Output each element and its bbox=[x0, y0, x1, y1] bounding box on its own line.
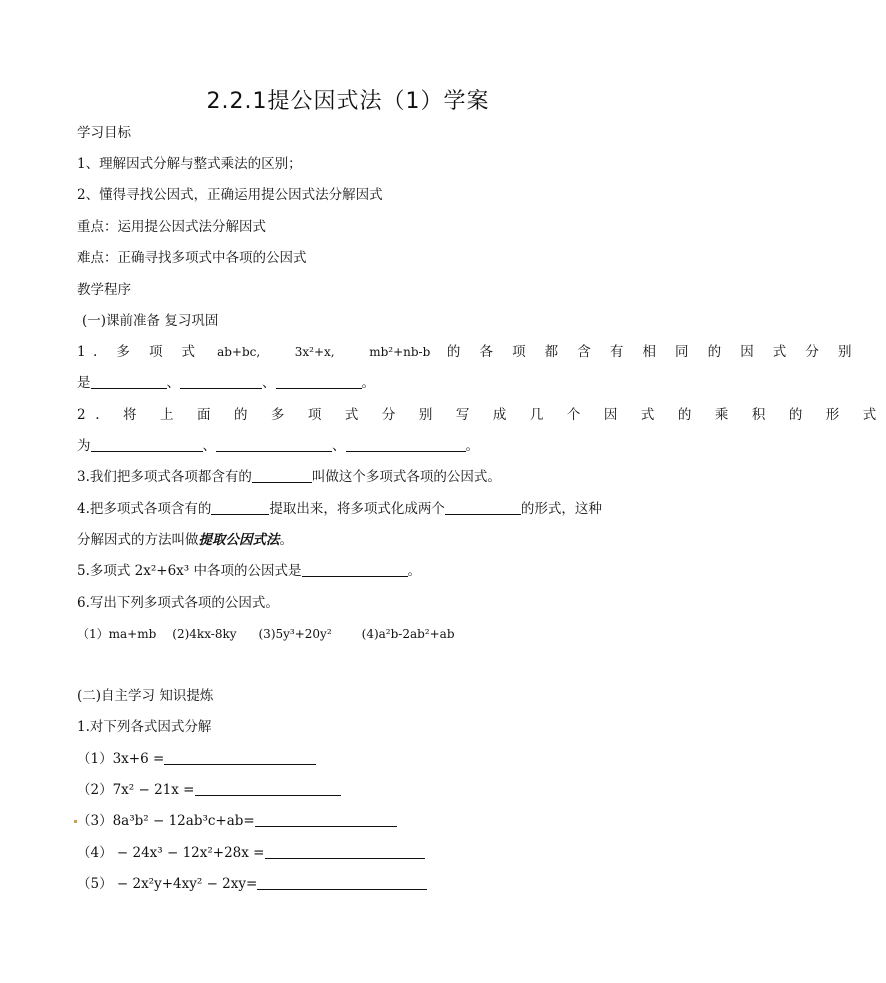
factor-item-2-text: （2）7x² − 21x = bbox=[77, 782, 195, 798]
factor-answer-blank-1[interactable] bbox=[164, 750, 316, 765]
q1-rest: 的 各 项 都 含 有 相 同 的 因 式 分 别 bbox=[446, 344, 859, 360]
question-2-line2 bbox=[77, 437, 479, 455]
question-6: 6.写出下列多项式各项的公因式。 bbox=[77, 595, 279, 611]
factor-item-3-text: （3）8a³b² − 12ab³c+ab= bbox=[77, 813, 255, 829]
q1-expr-1: ab+bc, bbox=[217, 345, 261, 359]
question-6-items bbox=[77, 625, 455, 643]
q4-text-c: 的形式，这种 bbox=[520, 501, 602, 517]
q5-text: 5.多项式 2x²+6x³ 中各项的公因式是 bbox=[77, 563, 302, 579]
q2-answer-blank-1[interactable] bbox=[91, 437, 203, 452]
procedure-heading: 教学程序 bbox=[77, 282, 131, 298]
q1-end: 。 bbox=[361, 375, 375, 391]
question-1-line2 bbox=[77, 374, 375, 392]
q1-answer-blank-1[interactable] bbox=[91, 374, 167, 389]
q4-bold-term: 提取公因式法 bbox=[198, 532, 280, 548]
q6-item-4: (4)a²b-2ab²+ab bbox=[361, 627, 455, 641]
q1-expr-2: 3x²+x, bbox=[294, 345, 335, 359]
q1-line2-lead: 是 bbox=[77, 375, 91, 391]
q1-intro: 1. 多 项 式 bbox=[77, 344, 203, 360]
question-4-line1 bbox=[77, 500, 602, 518]
q3-text-b: 叫做这个多项式各项的公因式。 bbox=[311, 469, 501, 485]
factor-answer-blank-3[interactable] bbox=[255, 812, 397, 827]
q2-line2-lead: 为 bbox=[77, 438, 91, 454]
question-2-line1 bbox=[77, 406, 886, 424]
factor-answer-blank-5[interactable] bbox=[257, 875, 427, 890]
q1-separator: 、 bbox=[166, 375, 180, 391]
q1-answer-blank-3[interactable] bbox=[276, 374, 362, 389]
q4-text-a: 4.把多项式各项含有的 bbox=[77, 501, 212, 517]
margin-mark bbox=[74, 820, 77, 823]
q4-end: 。 bbox=[279, 532, 293, 548]
factor-item-3 bbox=[77, 812, 397, 830]
factor-item-4-text: （4） − 24x³ − 12x²+28x = bbox=[77, 845, 265, 861]
q4-answer-blank-2[interactable] bbox=[445, 500, 521, 515]
q2-separator: 、 bbox=[332, 438, 346, 454]
goal-item-1: 1、理解因式分解与整式乘法的区别； bbox=[77, 156, 302, 172]
q5-end: 。 bbox=[407, 563, 422, 579]
factor-item-1 bbox=[77, 750, 316, 768]
section2-q1: 1.对下列各式因式分解 bbox=[77, 719, 212, 735]
q6-item-2: (2)4kx-8ky bbox=[172, 627, 237, 641]
factor-item-1-text: （1）3x+6 = bbox=[77, 751, 165, 767]
q1-expr-3: mb²+nb-b bbox=[369, 345, 431, 359]
question-3 bbox=[77, 468, 501, 486]
difficulty-point: 难点：正确寻找多项式中各项的公因式 bbox=[77, 250, 307, 266]
q4-answer-blank-1[interactable] bbox=[211, 500, 269, 515]
factor-answer-blank-2[interactable] bbox=[195, 781, 341, 796]
section1-heading: (一)课前准备 复习巩固 bbox=[82, 313, 219, 329]
q2-line1: 2. 将 上 面 的 多 项 式 分 别 写 成 几 个 因 式 的 乘 积 的 形 式 bbox=[77, 407, 886, 423]
factor-item-2 bbox=[77, 781, 341, 799]
q2-answer-blank-3[interactable] bbox=[346, 437, 466, 452]
section2-heading: (二)自主学习 知识提炼 bbox=[77, 688, 214, 704]
factor-item-5 bbox=[77, 875, 427, 893]
factor-answer-blank-4[interactable] bbox=[265, 844, 425, 859]
key-point: 重点：运用提公因式法分解因式 bbox=[77, 219, 266, 235]
question-4-line2 bbox=[77, 531, 293, 549]
question-5 bbox=[77, 562, 421, 580]
q2-separator: 、 bbox=[202, 438, 216, 454]
page-title: 2.2.1提公因式法（1）学案 bbox=[206, 89, 490, 114]
factor-item-4 bbox=[77, 844, 425, 862]
q5-answer-blank[interactable] bbox=[302, 562, 408, 577]
q3-text-a: 3.我们把多项式各项都含有的 bbox=[77, 469, 252, 485]
question-1-line1 bbox=[77, 343, 859, 361]
q6-item-1: （1）ma+mb bbox=[77, 627, 157, 641]
q2-end: 。 bbox=[465, 438, 479, 454]
q4-line2: 分解因式的方法叫做 bbox=[77, 532, 199, 548]
q1-answer-blank-2[interactable] bbox=[180, 374, 262, 389]
goal-item-2: 2、懂得寻找公因式，正确运用提公因式法分解因式 bbox=[77, 187, 383, 203]
factor-item-5-text: （5） − 2x²y+4xy² − 2xy= bbox=[77, 876, 258, 892]
q6-item-3: (3)5y³+20y² bbox=[258, 627, 332, 641]
q4-text-b: 提取出来，将多项式化成两个 bbox=[269, 501, 445, 517]
goals-heading: 学习目标 bbox=[77, 125, 131, 141]
q2-answer-blank-2[interactable] bbox=[216, 437, 332, 452]
q3-answer-blank[interactable] bbox=[252, 468, 312, 483]
q1-separator: 、 bbox=[262, 375, 276, 391]
